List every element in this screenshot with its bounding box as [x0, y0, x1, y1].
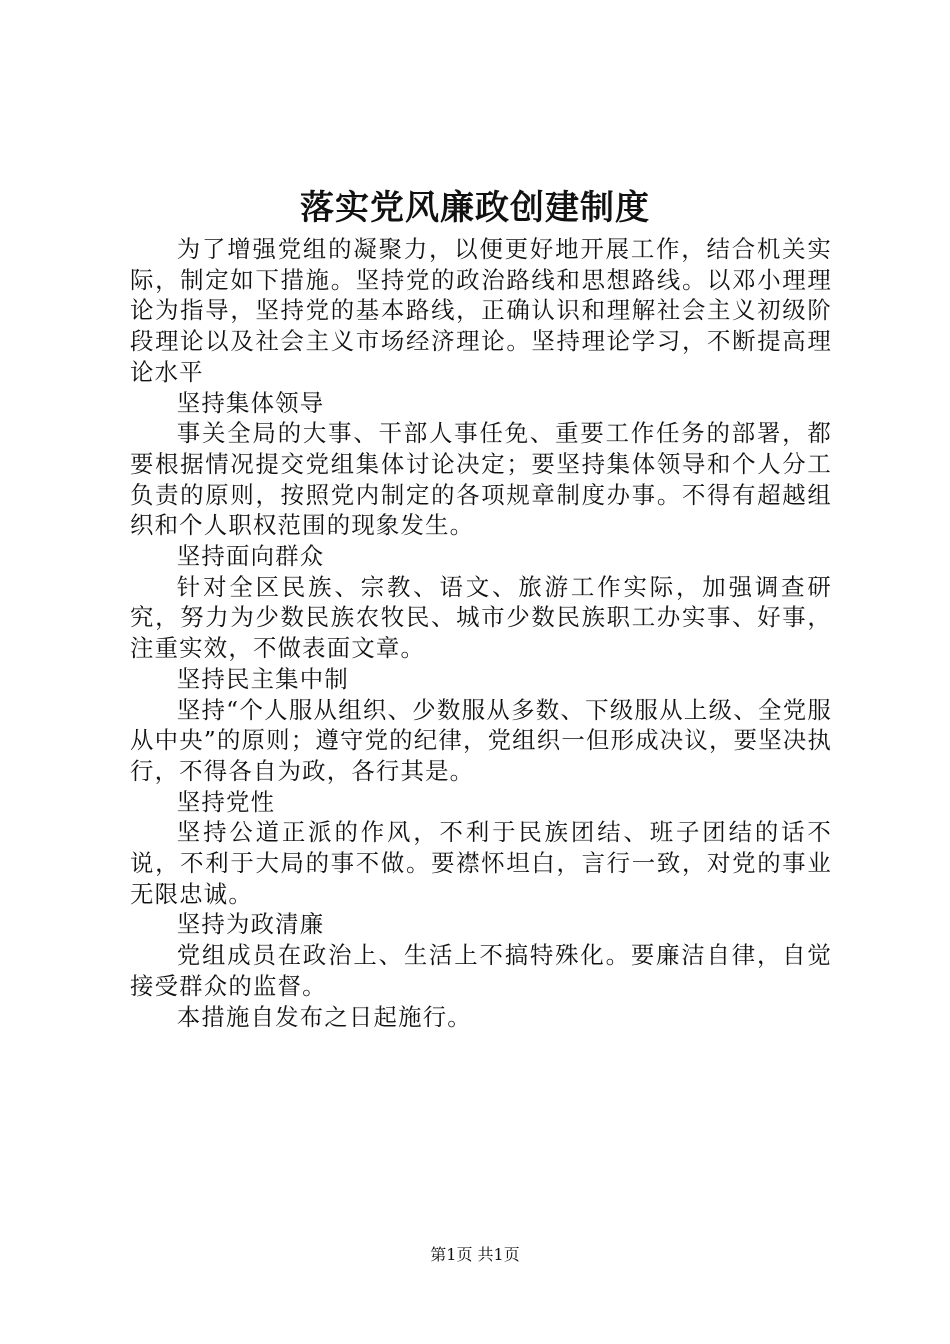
- integrity-paragraph: 党组成员在政治上、生活上不搞特殊化。要廉洁自律，自觉接受群众的监督。: [130, 941, 832, 1000]
- intro-paragraph: 为了增强党组的凝聚力，以便更好地开展工作，结合机关实际，制定如下措施。坚持党的政治路线和思想路线。以邓小理理论为指导，坚持党的基本路线，正确认识和理解社会主义初级阶段理论以及社会主义市场经济理论。坚持理论学习，不断提高理论水平: [130, 235, 832, 386]
- section-heading-democratic-centralism: 坚持民主集中制: [176, 664, 349, 693]
- document-title: 落实党风廉政创建制度: [300, 188, 650, 228]
- democratic-centralism-paragraph: 坚持“个人服从组织、少数服从多数、下级服从上级、全党服从中央”的原则；遵守党的纪律，党组织一但形成决议，要坚决执行，不得各自为政，各行其是。: [130, 695, 832, 785]
- effective-date-statement: 本措施自发布之日起施行。: [176, 1002, 472, 1031]
- collective-leadership-paragraph: 事关全局的大事、干部人事任免、重要工作任务的部署，都要根据情况提交党组集体讨论决定；要坚持集体领导和个人分工负责的原则，按照党内制定的各项规章制度办事。不得有超越组织和个人职权范围的现象发生。: [130, 419, 832, 540]
- section-heading-party-spirit: 坚持党性: [176, 787, 276, 816]
- party-spirit-paragraph: 坚持公道正派的作风，不利于民族团结、班子团结的话不说，不利于大局的事不做。要襟怀坦白，言行一致，对党的事业无限忠诚。: [130, 818, 832, 908]
- masses-paragraph: 针对全区民族、宗教、语文、旅游工作实际，加强调查研究，努力为少数民族农牧民、城市少数民族职工办实事、好事，注重实效，不做表面文章。: [130, 572, 832, 663]
- section-heading-masses: 坚持面向群众: [176, 542, 325, 571]
- section-heading-collective-leadership: 坚持集体领导: [176, 388, 325, 417]
- section-heading-integrity: 坚持为政清廉: [176, 910, 325, 939]
- document-body: [130, 234, 832, 1032]
- page-number-footer: 第1页 共1页: [430, 1245, 520, 1264]
